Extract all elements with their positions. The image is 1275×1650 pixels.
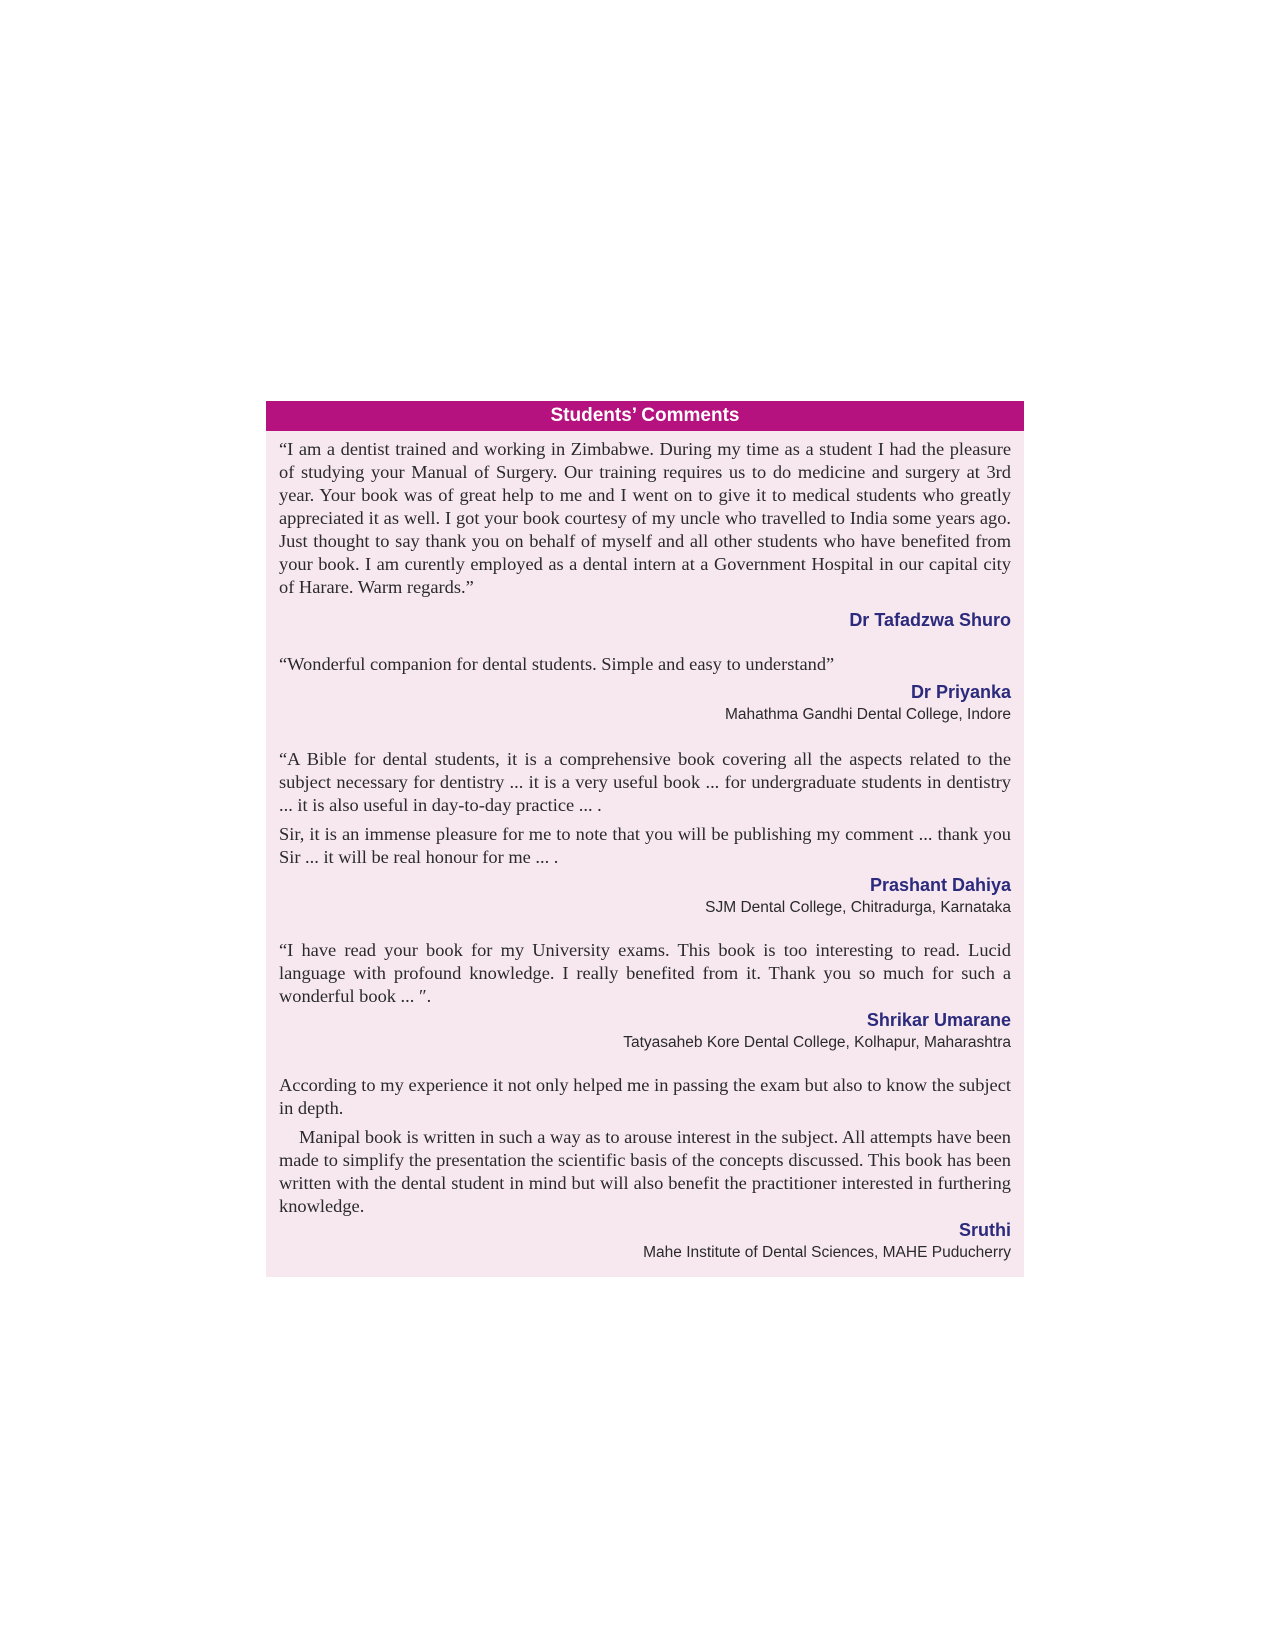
comments-list [266,431,1024,1264]
comment-affiliation: Mahe Institute of Dental Sciences, MAHE Puducherry [643,1244,1011,1261]
comment-author: Shrikar Umarane [866,1010,1011,1030]
comment-text: “I am a dentist trained and working in Zimbabwe. During my time as a student I had the pleasure of studying your Manual of Surgery. Our training requires us to do medicine and surgery at 3rd year. Your book was of great help to me and I went on to give it to medical students who greatly appreciated it as well. I got your book courtesy of my uncle who travelled to India some years ago. Just thought to say thank you on behalf of myself and all other students who have benefited from your book. I am curently employed as a dental intern at a Government Hospital in our capital city of Harare. Warm regards.” [279,439,1011,597]
comment-author: Sruthi [959,1220,1011,1240]
panel-title: Students’ Comments [266,401,1024,431]
comment-affiliation: SJM Dental College, Chitradurga, Karnataka [705,899,1011,916]
comment-text: “I have read your book for my University exams. This book is too interesting to read. Lucid language with profound knowledge. I really benefited from it. Thank you so much for such a wonderful book ... ″. [279,940,1011,1006]
comment-author: Dr Tafadzwa Shuro [849,610,1011,630]
comment-item [279,653,1011,726]
comment-text: Sir, it is an immense pleasure for me to note that you will be publishing my comment ... thank you Sir ... it will be real honour for me ... . [279,824,1011,867]
comment-item [279,748,1011,919]
comment-text: “Wonderful companion for dental students. Simple and easy to understand” [279,654,835,674]
comment-text: “A Bible for dental students, it is a comprehensive book covering all the aspects related to the subject necessary for dentistry ... it is a very useful book ... for undergraduate students in dentistry ... it is also useful in day-to-day practice ... . [279,749,1011,815]
comment-affiliation: Tatyasaheb Kore Dental College, Kolhapur, Maharashtra [623,1034,1011,1051]
comment-text: Manipal book is written in such a way as to arouse interest in the subject. All attempts have been made to simplify the presentation the scientific basis of the concepts discussed. This book has been written with the dental student in mind but will also benefit the practitioner interested in furthering knowledge. [279,1127,1011,1216]
comment-item [279,1074,1011,1264]
comment-author: Dr Priyanka [910,682,1011,702]
comment-item [279,939,1011,1054]
comment-text: According to my experience it not only helped me in passing the exam but also to know the subject in depth. [279,1075,1011,1118]
students-comments-panel [266,401,1024,1277]
comment-affiliation: Mahathma Gandhi Dental College, Indore [724,706,1011,723]
comment-item [279,438,1011,632]
comment-author: Prashant Dahiya [869,875,1011,895]
